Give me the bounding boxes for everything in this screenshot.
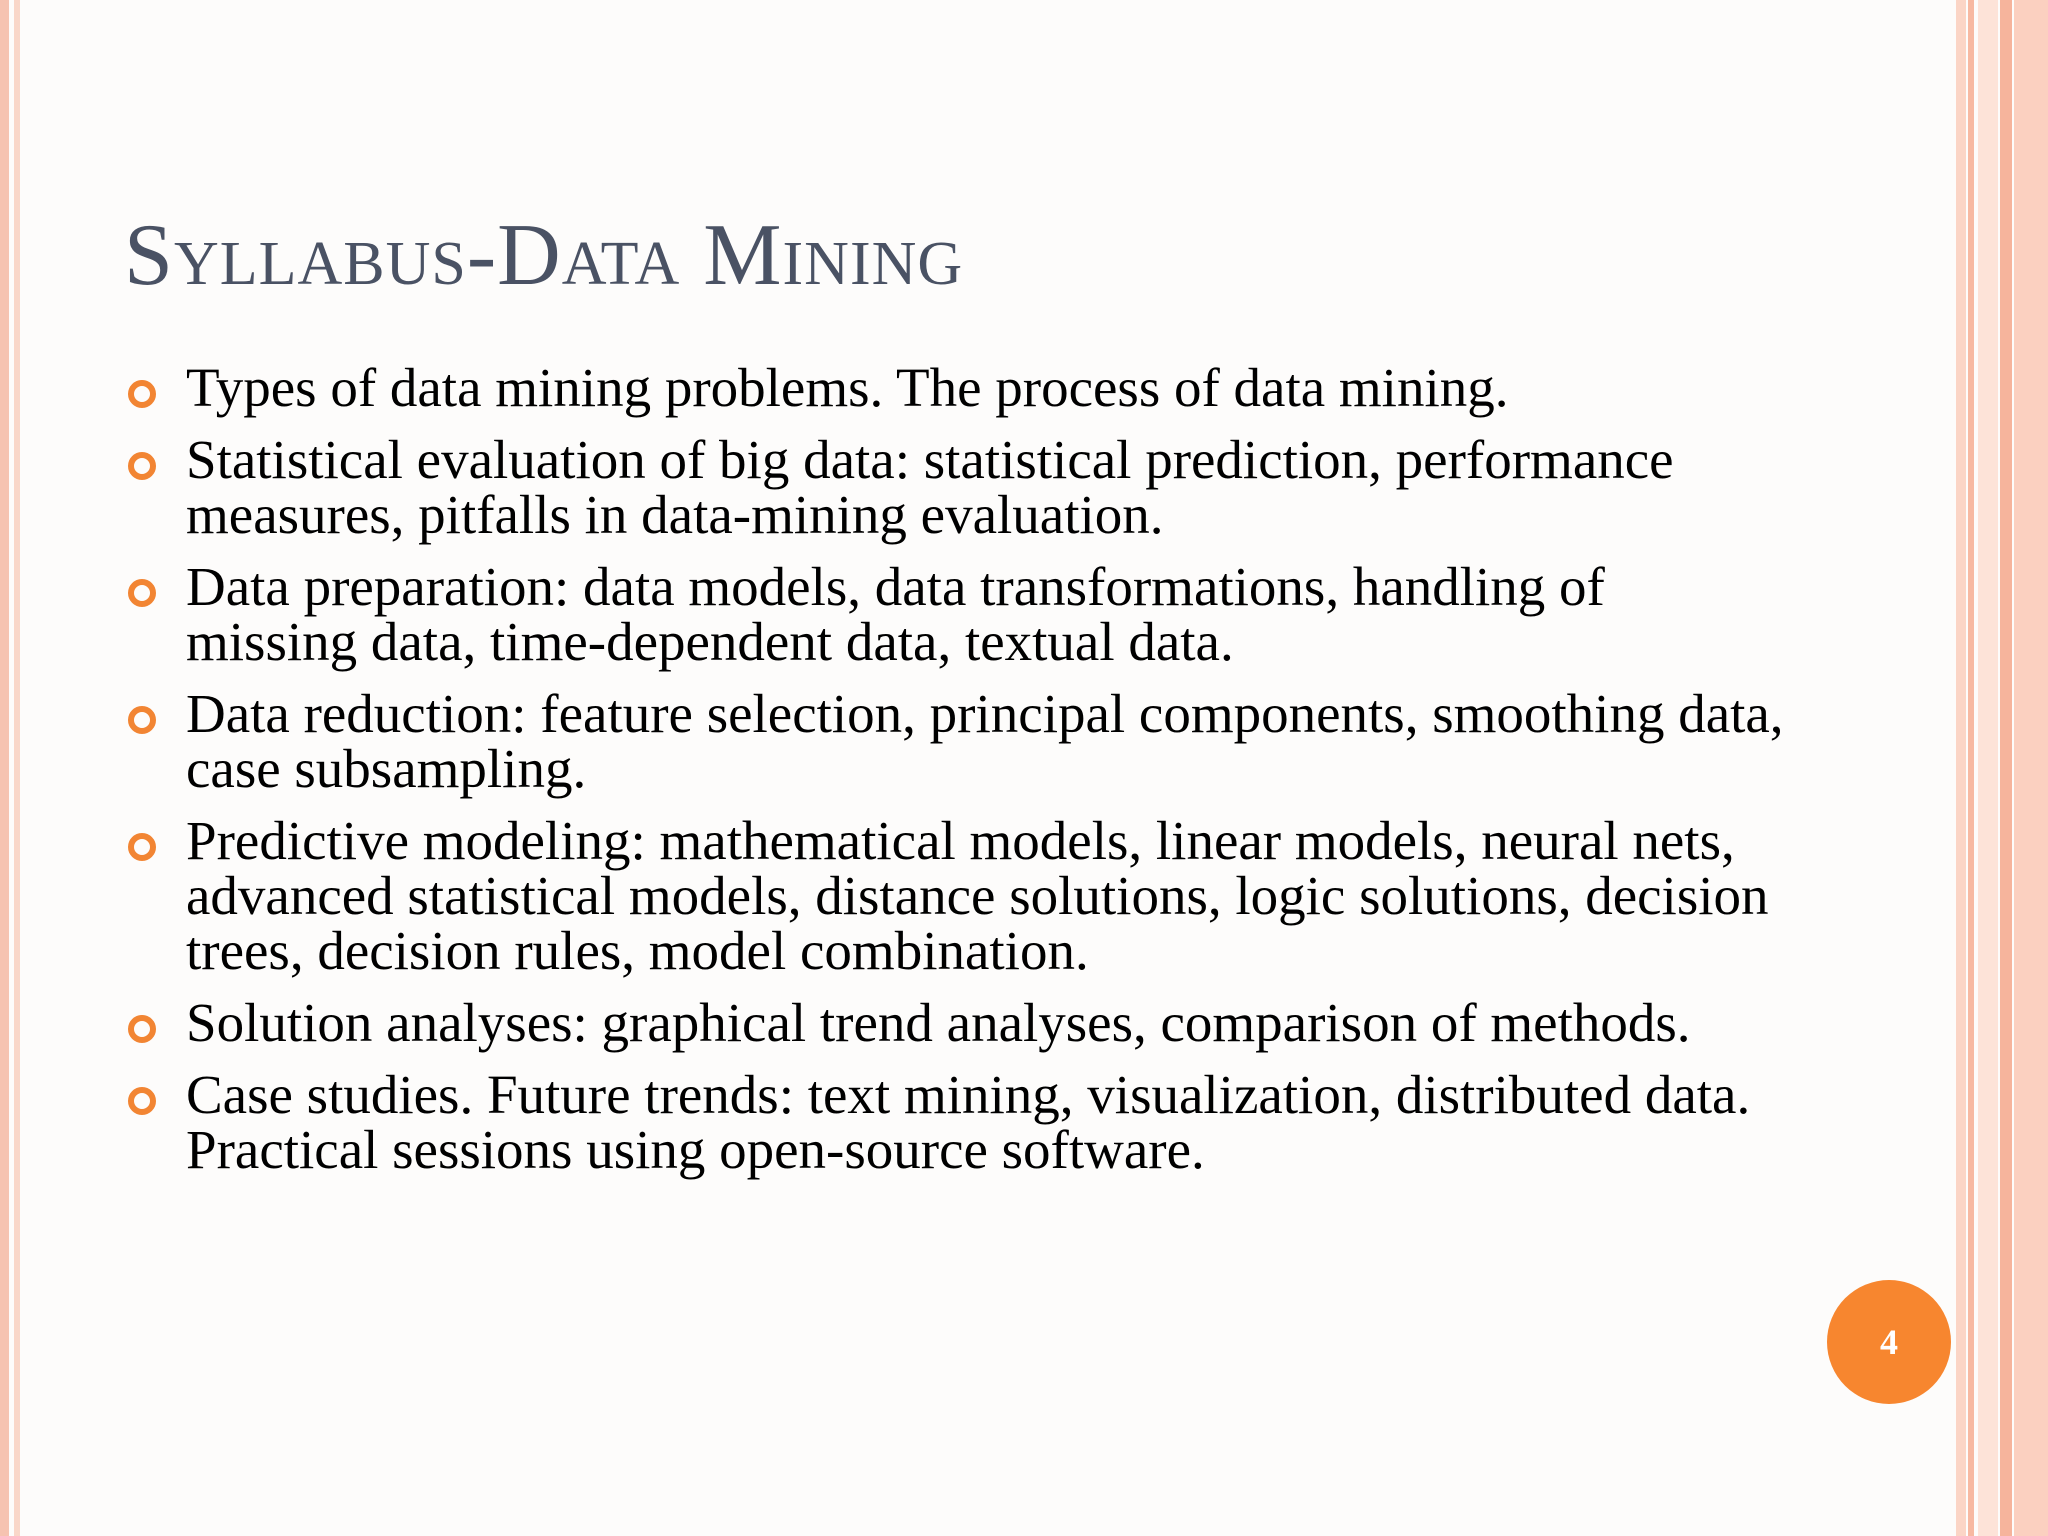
right-border-stripe [2000, 0, 2012, 1536]
bullet-item [124, 810, 1784, 981]
circle-bullet-icon [128, 833, 156, 861]
bullet-item [124, 992, 1784, 1053]
circle-bullet-icon [128, 579, 156, 607]
circle-bullet-icon [128, 706, 156, 734]
bullet-list [124, 357, 1784, 1194]
circle-bullet-icon [128, 1015, 156, 1043]
right-border-stripe [1978, 0, 1998, 1536]
bullet-item [124, 357, 1784, 418]
bullet-item [124, 429, 1784, 545]
circle-bullet-icon [128, 1087, 156, 1115]
bullet-text: Case studies. Future trends: text mining, visualization, distributed data. Practical sessions using open-source software. [186, 1064, 1751, 1180]
page-number: 4 [1880, 1322, 1898, 1362]
bullet-item [124, 556, 1784, 672]
bullet-text: Data preparation: data models, data transformations, handling of missing data, time-dependent data, textual data. [186, 556, 1605, 672]
bullet-text: Predictive modeling: mathematical models, linear models, neural nets, advanced statistical models, distance solutions, logic solutions, decision trees, decision rules, model combination. [186, 810, 1769, 981]
bullet-item [124, 683, 1784, 799]
left-border-stripe-inner [14, 0, 20, 1536]
bullet-item [124, 1064, 1784, 1180]
left-border-stripe [0, 0, 9, 1536]
right-border-stripe [2014, 0, 2048, 1536]
bullet-text: Solution analyses: graphical trend analyses, comparison of methods. [186, 992, 1691, 1053]
page-number-badge [1827, 1280, 1951, 1404]
circle-bullet-icon [128, 380, 156, 408]
slide-title: Syllabus-Data Mining [124, 207, 964, 304]
bullet-text: Data reduction: feature selection, principal components, smoothing data, case subsampling. [186, 683, 1784, 799]
right-border-stripe [1956, 0, 1966, 1536]
bullet-text: Types of data mining problems. The process of data mining. [186, 357, 1509, 418]
circle-bullet-icon [128, 452, 156, 480]
bullet-text: Statistical evaluation of big data: statistical prediction, performance measures, pitfalls in data-mining evaluation. [186, 429, 1674, 545]
right-border-stripe [1968, 0, 1974, 1536]
